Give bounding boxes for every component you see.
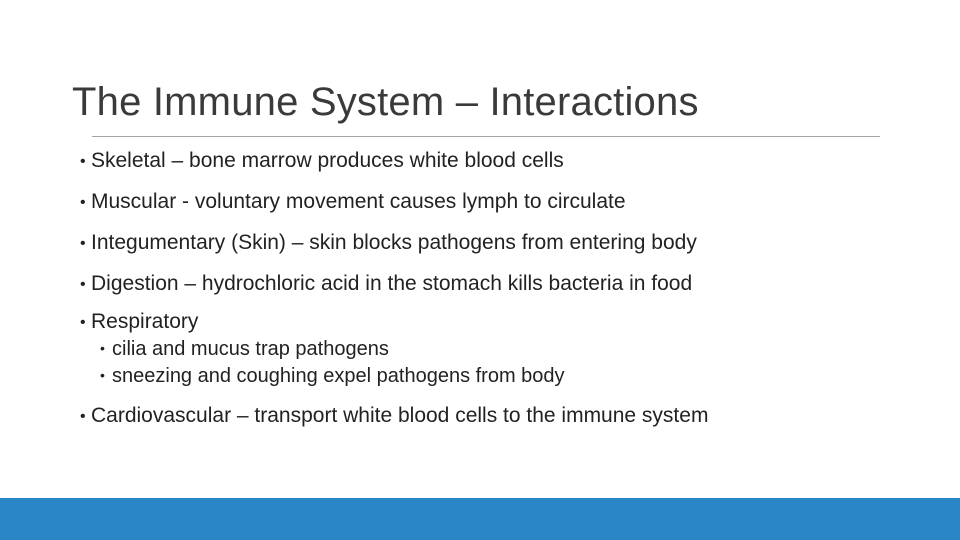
bullet-dot: • — [80, 194, 86, 211]
respiratory-sub-list — [80, 335, 940, 389]
sub-bullet-text: cilia and mucus trap pathogens — [112, 338, 389, 360]
respiratory-label-line — [80, 310, 940, 335]
bullet-text: Integumentary (Skin) – skin blocks pathogens from entering body — [91, 231, 697, 254]
bullet-dot: • — [80, 153, 86, 170]
bullet-cardiovascular — [80, 401, 940, 432]
bullet-skeletal — [80, 146, 940, 177]
bullet-text: Digestion – hydrochloric acid in the stomach kills bacteria in food — [91, 272, 693, 295]
sub-bullet-cilia — [100, 335, 940, 362]
footer-accent-bar — [0, 498, 960, 540]
bullet-dot: • — [80, 235, 86, 252]
bullet-digestion — [80, 269, 940, 300]
sub-bullet-text: sneezing and coughing expel pathogens from body — [112, 365, 565, 387]
bullet-integumentary — [80, 228, 940, 259]
title-divider — [92, 136, 880, 137]
bullet-respiratory — [80, 310, 940, 389]
bullet-text: Muscular - voluntary movement causes lymph to circulate — [91, 190, 626, 213]
sub-bullet-dot: • — [100, 367, 105, 383]
bullet-text: Skeletal – bone marrow produces white blood cells — [91, 149, 564, 172]
bullet-text: Cardiovascular – transport white blood cells to the immune system — [91, 404, 709, 427]
bullet-dot: • — [80, 314, 86, 331]
bullet-dot: • — [80, 276, 86, 293]
sub-bullet-sneezing — [100, 362, 940, 389]
sub-bullet-dot: • — [100, 340, 105, 356]
bullet-list — [80, 146, 940, 442]
bullet-muscular — [80, 187, 940, 218]
bullet-text: Respiratory — [91, 310, 199, 333]
slide-title: The Immune System – Interactions — [72, 80, 699, 124]
bullet-dot: • — [80, 408, 86, 425]
